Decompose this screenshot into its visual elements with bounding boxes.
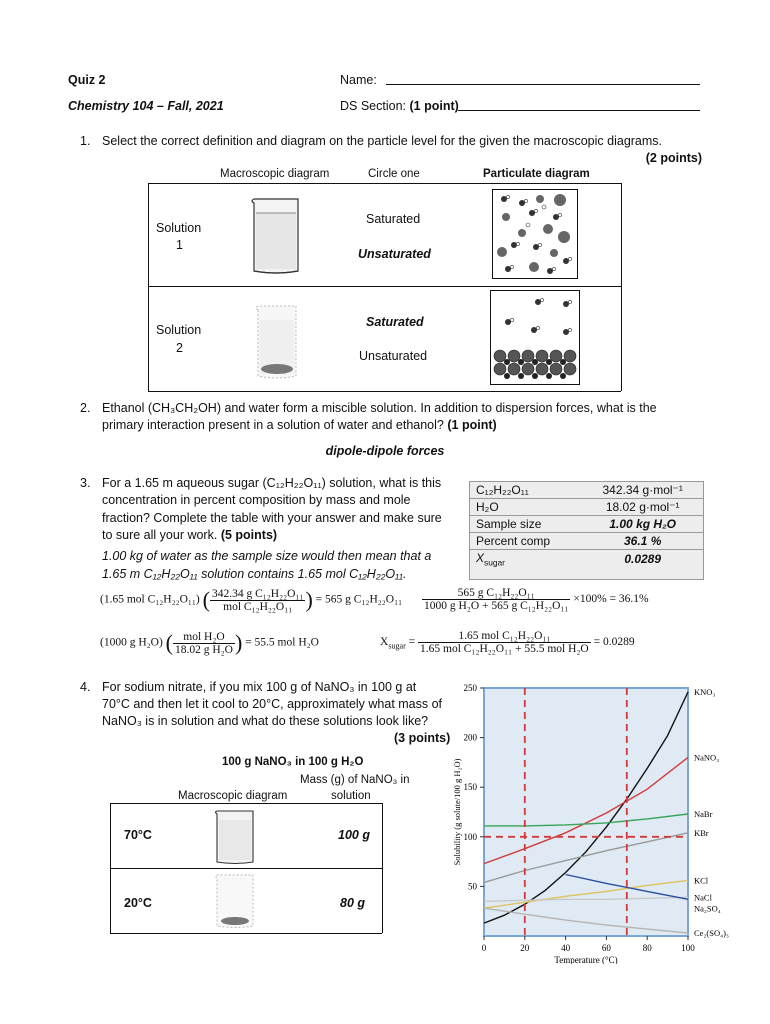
q2-number: 2. [80, 401, 91, 415]
y-tick-label: 50 [468, 881, 477, 892]
q4-col-mass-a: Mass (g) of NaNO₃ in [300, 774, 410, 786]
table-row [470, 516, 703, 533]
row2-option-unsaturated[interactable]: Unsaturated [359, 349, 428, 363]
q1-col-particle: Particulate diagram [483, 168, 590, 180]
q2-line1: Ethanol (CH₃CH₂OH) and water form a miscible solution. In addition to dispersion forces, what is the [102, 401, 657, 415]
series-label: KCl [694, 875, 709, 886]
q4-row1-temp: 70°C [124, 828, 152, 842]
row2-label: Solution [156, 323, 202, 337]
table-row [470, 482, 703, 499]
table-value: 0.0289 [582, 550, 703, 569]
q3-data-table [469, 481, 704, 580]
series-label: Na₂SO₄ [694, 903, 721, 914]
q3-note1: 1.00 kg of water as the sample size would then mean that a [102, 549, 432, 563]
table-label: H₂O [470, 499, 582, 516]
y-axis-label: Solubility (g solute/100 g H₂O) [452, 758, 462, 866]
q2-answer: dipole-dipole forces [325, 444, 445, 458]
q4-row2-temp: 20°C [124, 896, 152, 910]
section-label: DS Section: (1 point) [340, 99, 459, 113]
q4-row1-mass: 100 g [338, 828, 370, 842]
table-row [470, 499, 703, 516]
table-label: Percent comp [470, 533, 582, 550]
table-value: 18.02 g·mol⁻¹ [582, 499, 703, 516]
q3-line2: concentration in percent composition by mass and mole [102, 493, 411, 507]
q1-col-circle: Circle one [368, 168, 420, 180]
y-tick-label: 100 [463, 831, 477, 842]
q4-table-title: 100 g NaNO₃ in 100 g H₂O [222, 756, 364, 768]
table-row [470, 550, 703, 569]
row1-label: Solution [156, 221, 202, 235]
solubility-chart [448, 678, 730, 964]
row2-option-saturated[interactable]: Saturated [366, 315, 424, 329]
beaker-icon [248, 195, 304, 275]
y-tick-label: 150 [463, 782, 477, 793]
q1-table-right [621, 183, 622, 391]
equation-percent-comp: $\frac{\text{565 g C₁₂H₂₂O₁₁}}{\text{1000 g H₂O + 565 g C₁₂H₂₂O₁₁}}$ ×100% = 36.1% [424, 587, 649, 612]
table-label: $X_{sugar}$ [470, 550, 582, 569]
q4-table-left [110, 803, 111, 933]
name-label: Name: [340, 73, 377, 87]
q3-line3: fraction? Complete the table with your answer and make sure [102, 511, 442, 525]
section-line[interactable] [458, 110, 700, 111]
series-label: Ce₂(SO₄)₃ [694, 928, 729, 939]
q1-points: (2 points) [645, 151, 702, 165]
y-tick-label: 250 [463, 683, 477, 693]
q1-col-macro: Macroscopic diagram [220, 168, 330, 180]
beaker-icon [212, 808, 258, 866]
equation-mole-fraction: $X_{sugar}$ = $\frac{\text{1.65 mol C₁₂H₂₂O₁₁}}{\text{1.65 mol C₁₂H₂₂O₁₁ + 55.5 mol H₂O}}$ = 0.0289 [380, 630, 635, 655]
q1-text: Select the correct definition and diagram on the particle level for the given the macroscopic diagrams. [102, 134, 663, 148]
q1-table-top [148, 183, 621, 184]
q1-table-left [148, 183, 149, 391]
table-value: 36.1 % [582, 533, 703, 550]
q4-col-macro: Macroscopic diagram [178, 790, 288, 802]
q3-number: 3. [80, 476, 91, 490]
q3-note2: 1.65 m C₁₂H₂₂O₁₁ solution contains 1.65 mol C₁₂H₂₂O₁₁. [102, 567, 407, 581]
series-label: NaNO₃ [694, 752, 720, 763]
row2-number: 2 [176, 341, 183, 355]
q3-line4: to sure all your work. (5 points) [102, 528, 278, 542]
course-title: Chemistry 104 – Fall, 2021 [68, 99, 224, 113]
table-label: Sample size [470, 516, 582, 533]
row1-option-saturated[interactable]: Saturated [366, 212, 421, 226]
q4-table-top [110, 803, 382, 804]
table-row [470, 533, 703, 550]
particulate-diagram-unsaturated [492, 189, 578, 279]
row1-option-unsaturated[interactable]: Unsaturated [358, 247, 431, 261]
series-label: KNO₃ [694, 686, 716, 697]
q4-number: 4. [80, 680, 91, 694]
beaker-with-precipitate-icon [212, 872, 258, 930]
q3-points: (5 points) [220, 528, 278, 542]
x-tick-label: 100 [681, 943, 695, 953]
series-label: NaBr [694, 808, 713, 819]
q4-col-mass-b: solution [331, 790, 371, 802]
x-tick-label: 20 [520, 943, 530, 953]
equation-mass-sugar: (1.65 mol C₁₂H₂₂O₁₁) ( $\frac{\text{342.34 g C₁₂H₂₂O₁₁}}{\text{mol C₁₂H₂₂O₁₁}}$ ) = 565 g C₁₂H₂₂O₁₁ [100, 587, 403, 613]
table-value: 1.00 kg H₂O [582, 516, 703, 533]
q4-row2-mass: 80 g [340, 896, 366, 910]
row1-number: 1 [176, 238, 183, 252]
equation-mol-water: (1000 g H₂O) ( $\frac{\text{mol H₂O}}{\text{18.02 g H₂O}}$ ) = 55.5 mol H₂O [100, 630, 319, 656]
q4-table-bottom [110, 933, 382, 934]
q2-line2: primary interaction present in a solution of water and ethanol? (1 point) [102, 418, 497, 432]
x-tick-label: 80 [642, 943, 652, 953]
q4-table-right [382, 803, 383, 933]
table-label: C₁₂H₂₂O₁₁ [476, 483, 529, 497]
particulate-diagram-saturated [490, 290, 580, 385]
x-axis-label: Temperature (°C) [554, 955, 618, 964]
x-tick-label: 0 [481, 943, 487, 953]
x-tick-label: 60 [601, 943, 611, 953]
q1-number: 1. [80, 134, 91, 148]
section-points: (1 point) [409, 99, 459, 113]
name-line[interactable] [386, 84, 700, 85]
series-label: NaCl [694, 892, 712, 903]
q4-table-mid [110, 868, 382, 869]
table-value: 342.34 g·mol⁻¹ [602, 483, 683, 497]
q1-table-bottom [148, 391, 621, 392]
y-tick-label: 200 [463, 732, 477, 743]
q4-line3: NaNO₃ is in solution and what do these solutions look like? [102, 714, 429, 728]
q4-line2: 70°C and then let it cool to 20°C, approximately what mass of [102, 697, 443, 711]
x-tick-label: 40 [561, 943, 571, 953]
q3-line1: For a 1.65 m aqueous sugar (C₁₂H₂₂O₁₁) solution, what is this [102, 476, 442, 490]
q4-line1: For sodium nitrate, if you mix 100 g of NaNO₃ in 100 g at [102, 680, 417, 694]
q2-points: (1 point) [447, 418, 497, 432]
quiz-title: Quiz 2 [68, 73, 106, 87]
beaker-with-precipitate-icon [252, 302, 302, 380]
q1-table-mid [148, 286, 621, 287]
q4-points: (3 points) [394, 731, 451, 745]
series-label: KBr [694, 827, 709, 838]
